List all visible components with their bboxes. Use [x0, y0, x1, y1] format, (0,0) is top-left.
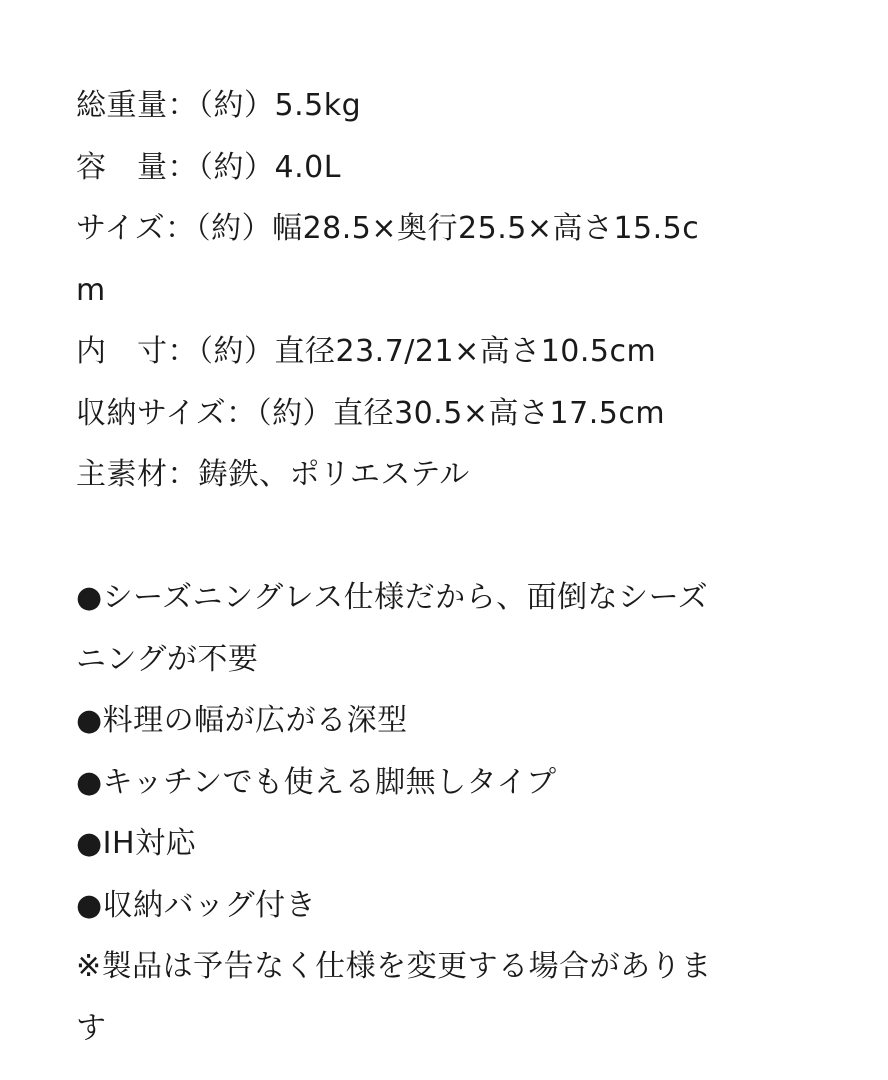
spec-capacity: 容 量：（約）4.0L	[76, 149, 341, 185]
feature-ih: ●IH対応	[76, 826, 197, 861]
feature-storage-bag: ●収納バッグ付き	[76, 887, 317, 923]
feature-seasoningless: ●シーズニングレス仕様だから、面倒なシーズ	[76, 580, 709, 615]
spec-size: サイズ：（約）幅28.5×奥行25.5×高さ15.5c	[76, 211, 700, 246]
feature-seasoningless-continued: ニングが不要	[76, 641, 259, 677]
spec-storage-size: 収納サイズ：（約）直径30.5×高さ17.5cm	[76, 395, 666, 431]
spec-size-continued: m	[76, 272, 106, 308]
product-description	[76, 75, 806, 1059]
section-spacer	[76, 506, 806, 568]
spec-weight: 総重量：（約）5.5kg	[76, 88, 362, 123]
spec-material: 主素材：鋳鉄、ポリエステル	[76, 457, 470, 492]
notice-spec-change-continued: す	[76, 1010, 107, 1046]
notice-spec-change: ※製品は予告なく仕様を変更する場合がありま	[76, 949, 712, 984]
spec-inner-dimensions: 内 寸：（約）直径23.7/21×高さ10.5cm	[76, 334, 657, 369]
feature-deep-type: ●料理の幅が広がる深型	[76, 703, 408, 738]
feature-legless: ●キッチンでも使える脚無しタイプ	[76, 764, 557, 800]
